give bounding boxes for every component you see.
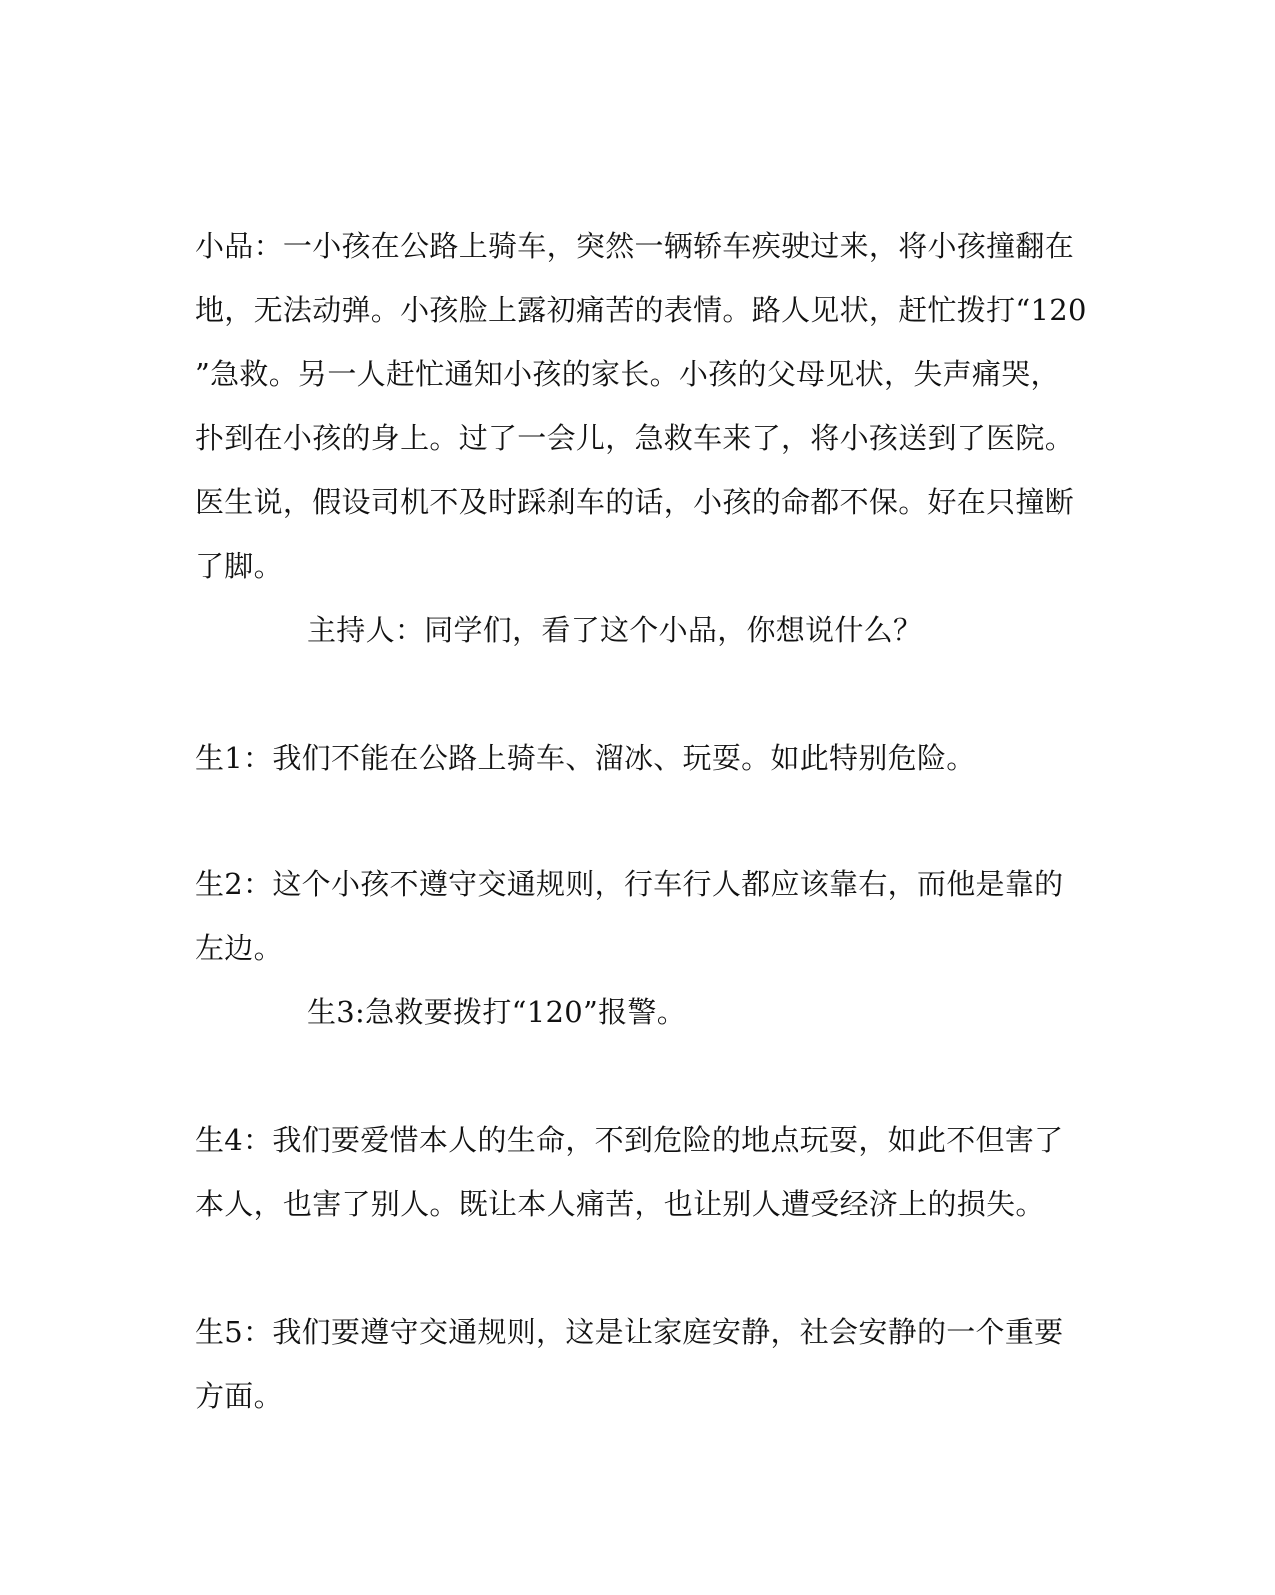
host-question: 主持人：同学们，看了这个小品，你想说什么？ bbox=[307, 613, 923, 647]
skit-line-6: 了脚。 bbox=[195, 549, 283, 583]
skit-line-2: 地，无法动弹。小孩脸上露初痛苦的表情。路人见状，赶忙拨打“120 bbox=[195, 293, 1087, 327]
skit-line-3: ”急救。另一人赶忙通知小孩的家长。小孩的父母见状，失声痛哭， bbox=[195, 357, 1060, 391]
skit-line-1: 小品：一小孩在公路上骑车，突然一辆轿车疾驶过来，将小孩撞翻在 bbox=[195, 229, 1075, 263]
student-5-answer-line-2: 方面。 bbox=[195, 1379, 283, 1413]
student-4-answer-line-2: 本人，也害了别人。既让本人痛苦，也让别人遭受经济上的损失。 bbox=[195, 1187, 1045, 1221]
student-2-answer-line-2: 左边。 bbox=[195, 931, 283, 965]
student-4-answer-line-1: 生4：我们要爱惜本人的生命，不到危险的地点玩耍，如此不但害了 bbox=[195, 1123, 1064, 1157]
skit-line-4: 扑到在小孩的身上。过了一会儿，急救车来了，将小孩送到了医院。 bbox=[195, 421, 1075, 455]
student-3-answer: 生3:急救要拨打“120”报警。 bbox=[307, 995, 687, 1029]
student-1-answer: 生1：我们不能在公路上骑车、溜冰、玩耍。如此特别危险。 bbox=[195, 741, 976, 775]
student-5-answer-line-1: 生5：我们要遵守交通规则，这是让家庭安静，社会安静的一个重要 bbox=[195, 1315, 1064, 1349]
skit-line-5: 医生说，假设司机不及时踩刹车的话，小孩的命都不保。好在只撞断 bbox=[195, 485, 1075, 519]
student-2-answer-line-1: 生2：这个小孩不遵守交通规则，行车行人都应该靠右，而他是靠的 bbox=[195, 867, 1064, 901]
